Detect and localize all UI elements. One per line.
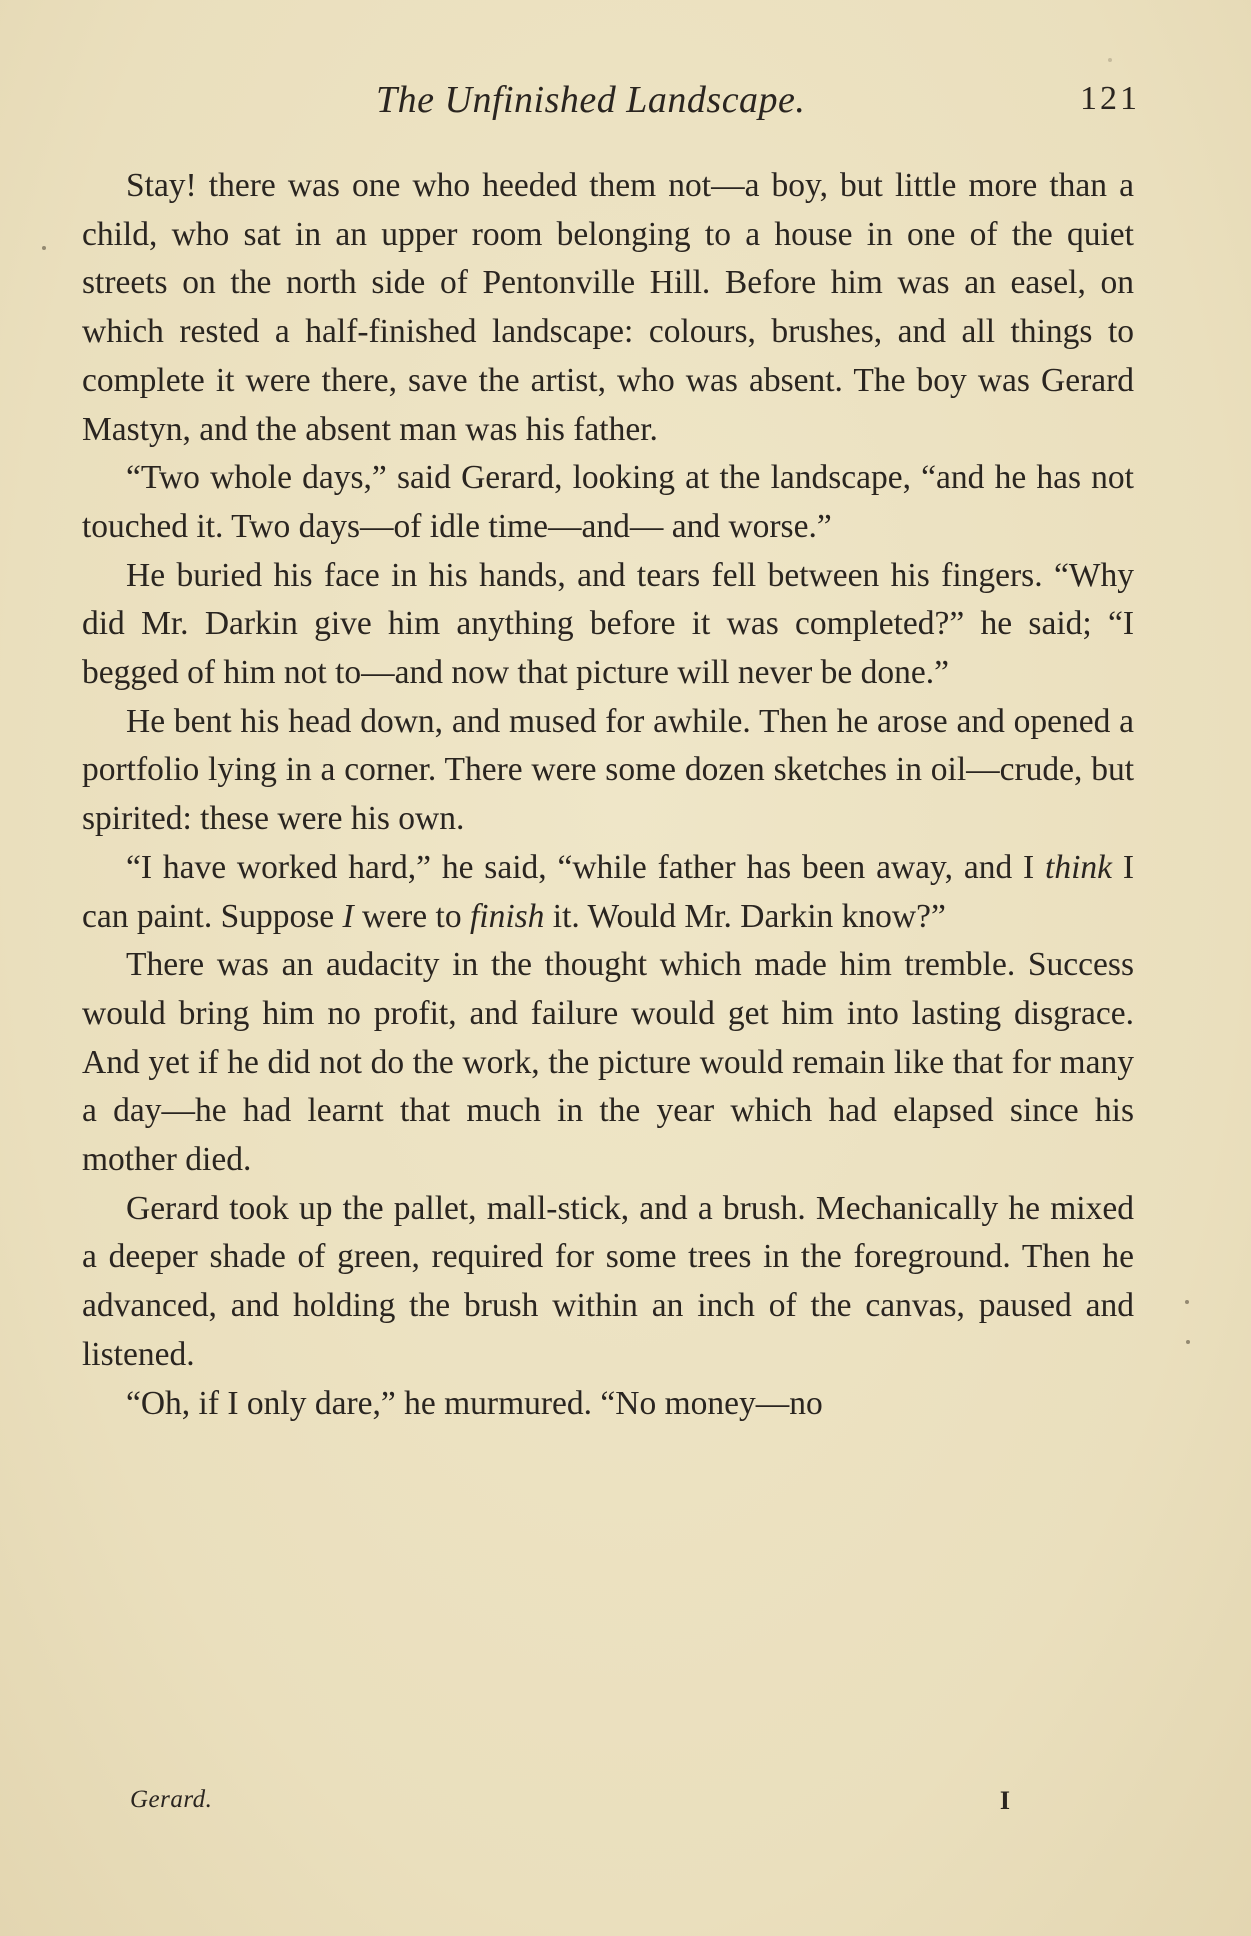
paper-speck: [1186, 1340, 1190, 1344]
text-run: I can paint. Suppose: [82, 848, 1135, 935]
paragraph: Gerard took up the pallet, mall-stick, and a brush. Mechanically he mixed a deeper shade of green, required for some trees in the foreground. Then he advanced, and holding the brush within an inch of the canvas, paused and listened.: [82, 1189, 1134, 1373]
paragraph: Stay! there was one who heeded them not—a boy, but little more than a child, who sat in an upper room belonging to a house in one of the quiet streets on the north side of Pentonville Hill. Before him was an easel, on which rested a half-finished landscape: colours, brushes, and all things to complete it were there, save the artist, who was absent. The boy was Gerard Mastyn, and the absent man was his father.: [82, 167, 1134, 448]
paragraph: “Oh, if I only dare,” he murmured. “No money—no: [126, 1384, 823, 1422]
italic-word: think: [1045, 848, 1113, 886]
gathering-mark: I: [999, 1786, 1010, 1815]
body-text: [82, 162, 1134, 1428]
paper-speck: [42, 246, 46, 250]
signature-mark: Gerard.: [130, 1786, 213, 1813]
italic-word: I: [342, 897, 354, 935]
paragraph: “Two whole days,” said Gerard, looking at the landscape, “and he has not touched it. Two days—of idle time—and— and worse.”: [82, 459, 1134, 545]
footer: [130, 1786, 1010, 1826]
page-number: 121: [1080, 80, 1140, 117]
paragraph: He bent his head down, and mused for awhile. Then he arose and opened a portfolio lying in a corner. There were some dozen sketches in oil—crude, but spirited: these were his own.: [82, 702, 1134, 838]
italic-word: finish: [469, 897, 545, 935]
running-title: The Unfinished Landscape.: [376, 79, 806, 121]
paragraph: [82, 844, 1134, 941]
paragraph: There was an audacity in the thought which made him tremble. Success would bring him no profit, and failure would get him into lasting disgrace. And yet if he did not do the work, the picture would remain like that for many a day—he had learnt that much in the year which had elapsed since his mother died.: [82, 946, 1134, 1179]
text-run: “I have worked hard,” he said, “while father has been away, and I: [126, 848, 1046, 886]
paper-speck: [1185, 1300, 1189, 1304]
paper-speck: [1108, 58, 1112, 62]
paragraph: He buried his face in his hands, and tears fell between his fingers. “Why did Mr. Darkin give him anything before it was completed?” he said; “I begged of him not to—and now that picture will never be done.”: [82, 556, 1134, 692]
text-run: were to: [353, 897, 470, 935]
running-head: [80, 78, 1140, 126]
text-run: it. Would Mr. Darkin know?”: [544, 897, 946, 935]
